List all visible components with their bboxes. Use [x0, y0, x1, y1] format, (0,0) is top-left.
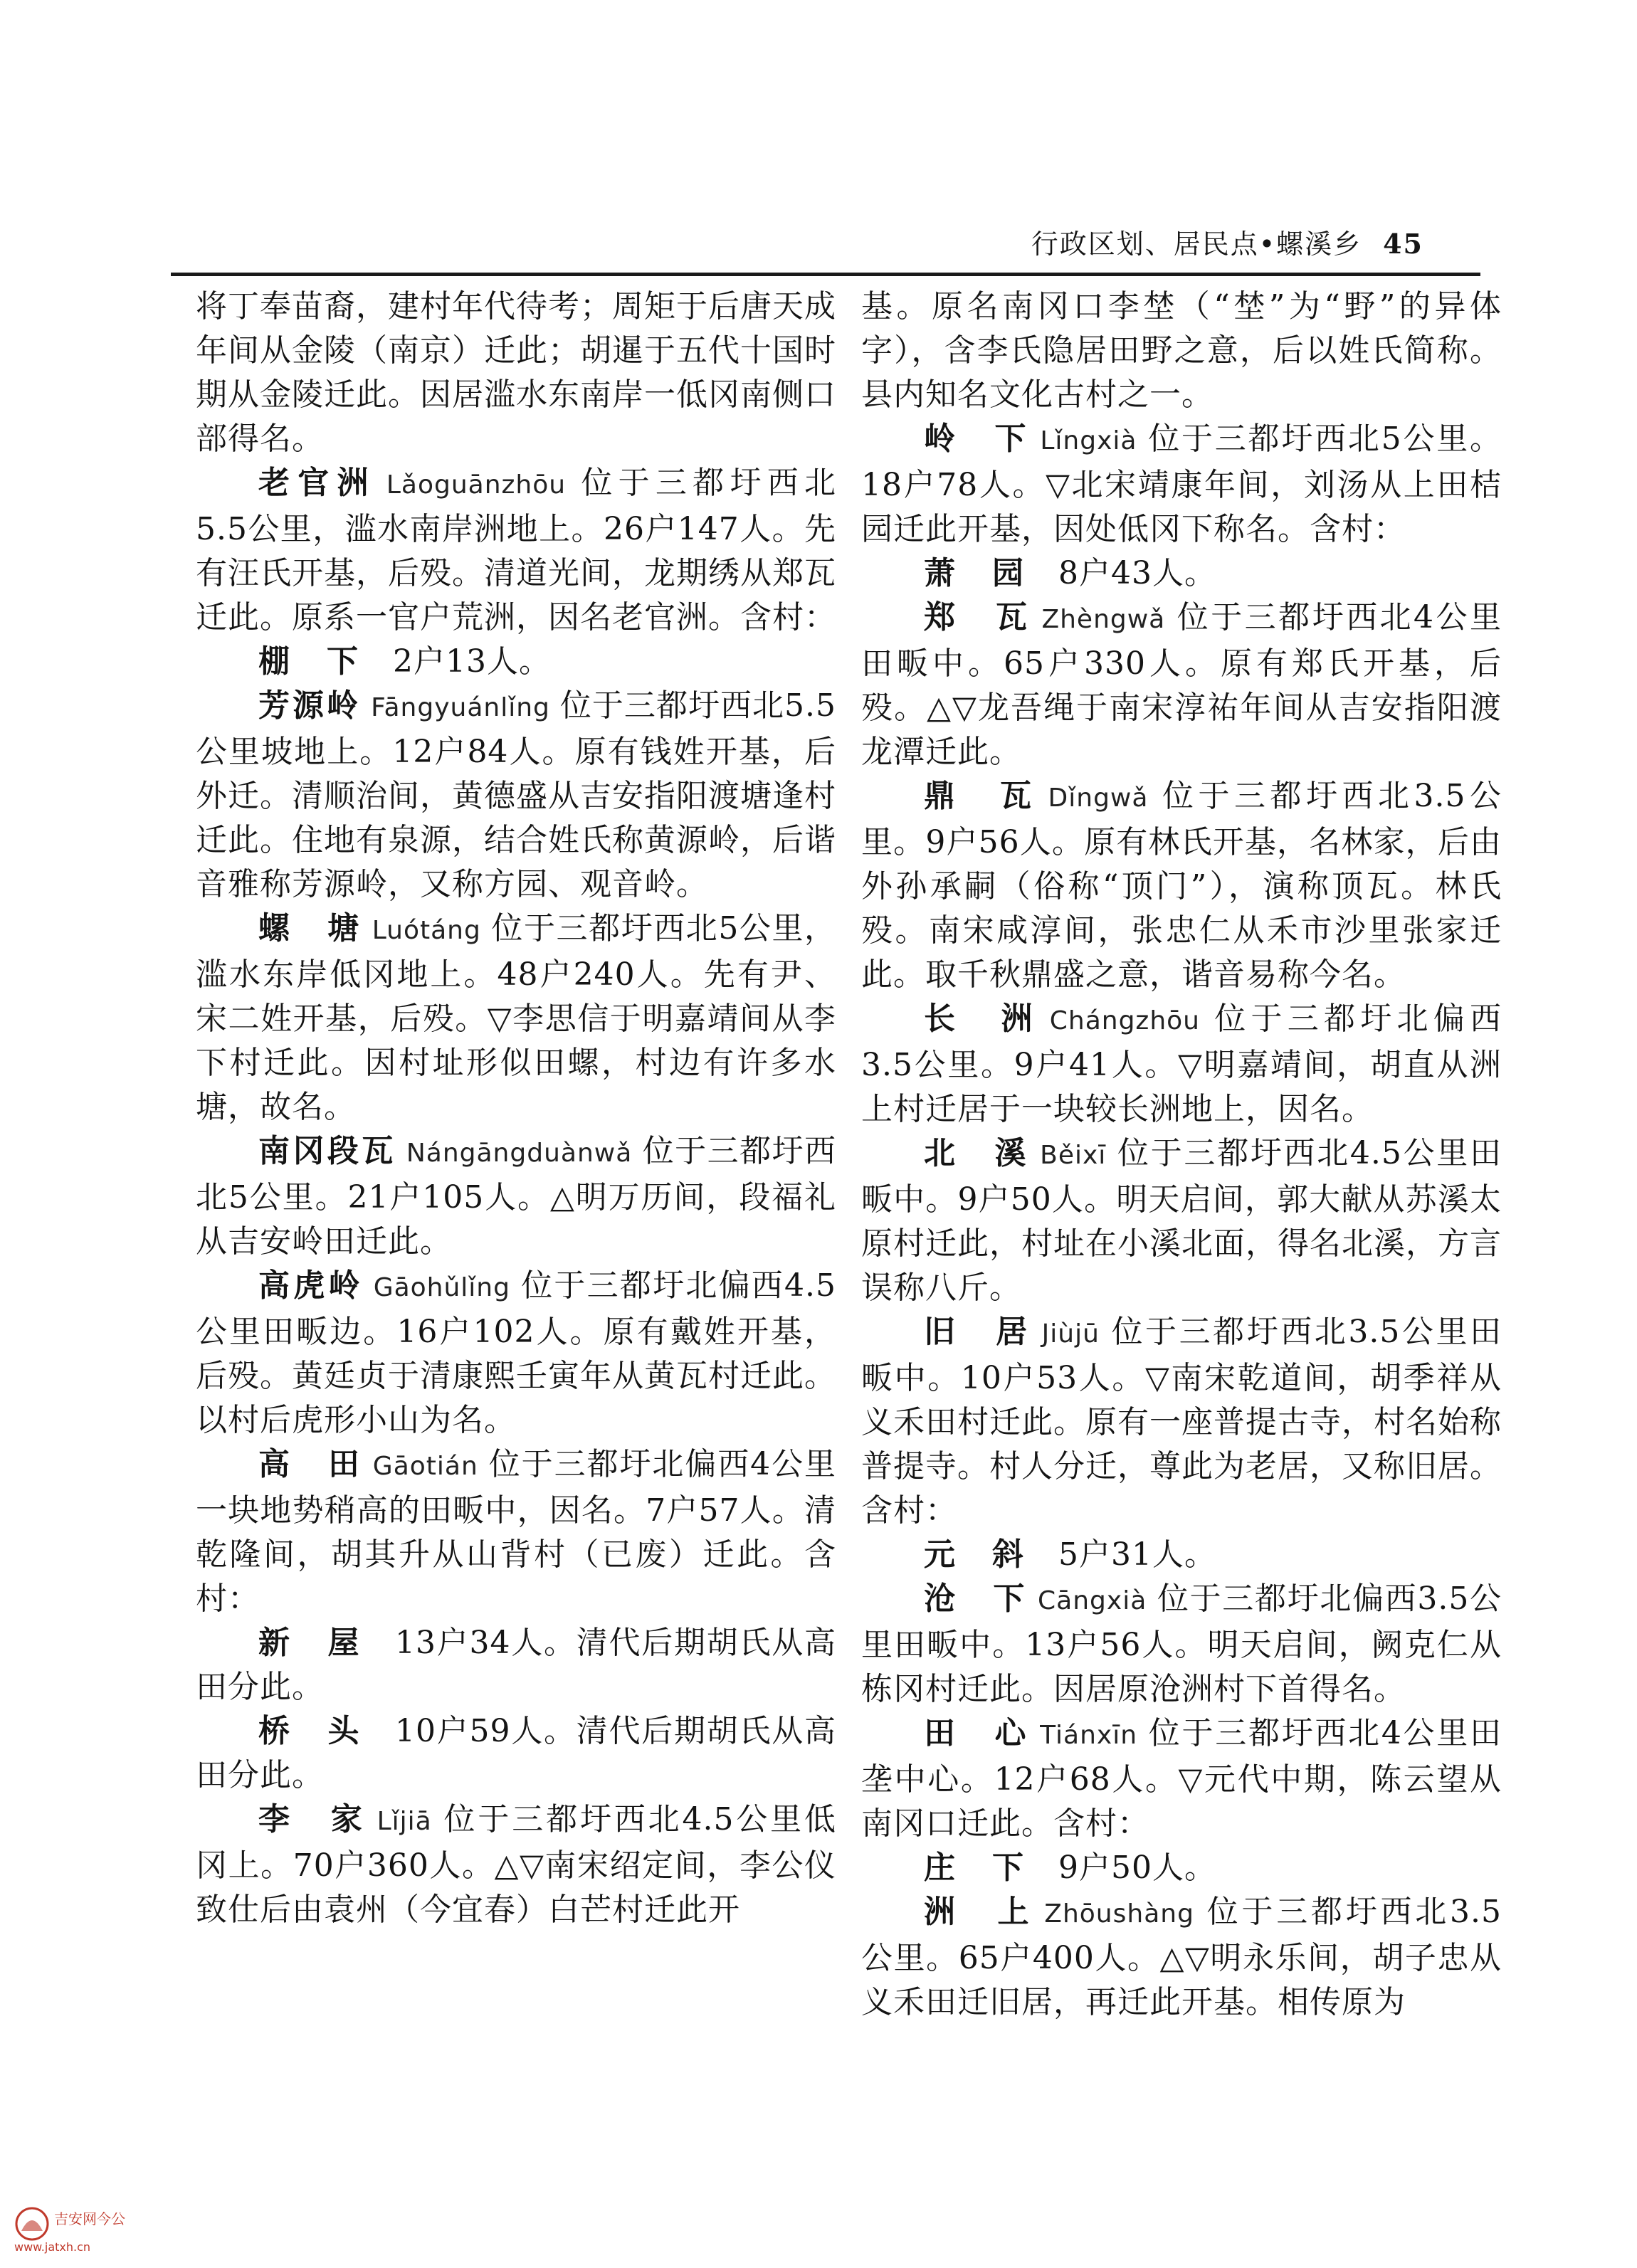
place-entry	[861, 417, 1502, 552]
place-entry	[861, 1132, 1502, 1310]
entry-text: 位于三都圩北偏西3.5公里田畈中。13户56人。明天启间，阙克仁从栋冈村迁此。因居原沧洲村下首得名。	[861, 1581, 1502, 1707]
entry-text: 位于三都圩北偏西4.5公里田畈边。16户102人。原有戴姓开基，后殁。黄廷贞于清康熙壬寅年从黄瓦村迁此。以村后虎形小山为名。	[196, 1267, 836, 1438]
place-name: 新 屋	[258, 1625, 363, 1661]
place-entry	[861, 997, 1502, 1132]
place-entry	[196, 1442, 836, 1621]
place-entry	[196, 1264, 836, 1442]
place-entry	[196, 1798, 836, 1932]
entry-text: 2户13人。	[393, 643, 551, 680]
continued-paragraph	[861, 285, 1502, 417]
place-pinyin: Cāngxià	[1038, 1586, 1147, 1615]
place-entry	[196, 1709, 836, 1798]
entry-text: 位于三都圩西北5公里，滥水东岸低冈地上。48户240人。先有尹、宋二姓开基，后殁。▽李思信于明嘉靖间从李下村迁此。因村址形似田螺，村边有许多水塘，故名。	[196, 910, 837, 1125]
entry-text: 位于三都圩西北4公里田畈中。65户330人。原有郑氏开基，后殁。△▽龙吾绳于南宋淳祐年间从吉安指阳渡龙潭迁此。	[861, 599, 1502, 770]
entry-text: 13户34人。清代后期胡氏从高田分此。	[196, 1625, 837, 1705]
place-name: 旧 居	[924, 1314, 1032, 1350]
place-entry	[196, 640, 836, 684]
place-name: 棚 下	[258, 643, 361, 680]
place-name: 芳源岭	[258, 687, 362, 724]
place-entry	[861, 596, 1502, 774]
entry-text: 位于三都圩西北5.5公里坡地上。12户84人。原有钱姓开基，后外迁。清顺治间，黄德盛从吉安指阳渡塘逢村迁此。住地有泉源，结合姓氏称黄源岭，后谐音雅称芳源岭，又称方园、观音岭。	[196, 687, 836, 902]
place-name: 沧 下	[924, 1581, 1028, 1617]
place-name: 洲 上	[924, 1894, 1035, 1930]
place-pinyin: Gāotián	[372, 1452, 478, 1481]
place-pinyin: Dǐngwǎ	[1048, 784, 1149, 813]
right-column	[861, 285, 1502, 2025]
place-entry	[196, 1621, 836, 1709]
place-name: 高 田	[258, 1446, 363, 1482]
place-name: 郑 瓦	[924, 599, 1032, 635]
entry-text: 9户50人。	[1058, 1850, 1216, 1886]
place-pinyin: Gāohǔlǐng	[373, 1273, 510, 1302]
entry-text: 基。原名南冈口李埜（“埜”为“野”的异体字），含李氏隐居田野之意，后以姓氏简称。县内知名文化古村之一。	[861, 288, 1502, 413]
place-name: 长 洲	[924, 1001, 1040, 1037]
place-entry	[196, 461, 836, 640]
entry-text: 位于三都圩西北4.5公里田畈中。9户50人。明天启间，郭大献从苏溪太原村迁此，村址在小溪北面，得名北溪，方言误称八斤。	[861, 1135, 1502, 1306]
place-name: 老官洲	[258, 465, 377, 501]
place-entry	[196, 1129, 836, 1264]
entry-text: 位于三都圩西北4公里田垄中心。12户68人。▽元代中期，陈云望从南冈口迁此。含村：	[861, 1715, 1502, 1842]
place-name: 鼎 瓦	[924, 778, 1038, 814]
watermark-line2: www.jatxh.cn	[14, 2240, 91, 2254]
entry-text: 8户43人。	[1058, 555, 1216, 591]
left-column	[196, 285, 836, 1932]
place-entry	[861, 1890, 1502, 2025]
entry-text: 10户59人。清代后期胡氏从高田分此。	[196, 1713, 837, 1793]
entry-text: 位于三都圩西北4.5公里低冈上。70户360人。△▽南宋绍定间，李公仪致仕后由袁州（今宜春）白芒村迁此开	[196, 1801, 837, 1928]
page-number: 45	[1383, 228, 1423, 260]
continued-paragraph	[196, 285, 836, 461]
entry-text: 位于三都圩西北3.5公里。9户56人。原有林氏开基，名林家，后由外孙承嗣（俗称“顶门”），演称顶瓦。林氏殁。南宋咸淳间，张忠仁从禾市沙里张家迁此。取千秋鼎盛之意，谐音易称今名。	[861, 778, 1502, 993]
place-name: 田 心	[924, 1715, 1031, 1751]
place-name: 李 家	[258, 1801, 367, 1837]
entry-text: 位于三都圩西北5公里。21户105人。△明万历间，段福礼从吉安岭田迁此。	[196, 1133, 837, 1260]
place-entry	[861, 1711, 1502, 1846]
place-entry	[861, 774, 1502, 997]
place-entry	[861, 552, 1502, 596]
place-pinyin: Jiùjū	[1041, 1319, 1100, 1349]
entry-text: 位于三都圩西北5.5公里，滥水南岸洲地上。26户147人。先有汪氏开基，后殁。清道光间，龙期绣从郑瓦迁此。原系一官户荒洲，因名老官洲。含村：	[196, 465, 837, 635]
place-name: 庄 下	[924, 1850, 1026, 1886]
entry-text: 位于三都圩西北5公里。18户78人。▽北宋靖康年间，刘汤从上田桔园迁此开基，因处低冈下称名。含村：	[861, 421, 1502, 547]
header-rule	[171, 273, 1480, 276]
entry-text: 位于三都圩北偏西3.5公里。9户41人。▽明嘉靖间，胡直从洲上村迁居于一块较长洲地上，因名。	[861, 1001, 1502, 1127]
place-name: 螺 塘	[258, 910, 362, 946]
place-entry	[196, 684, 836, 907]
place-pinyin: Chángzhōu	[1049, 1006, 1200, 1035]
watermark-line1: 吉安网今公	[54, 2210, 125, 2227]
watermark-logo-icon	[14, 2206, 50, 2242]
place-pinyin: Nángāngduànwǎ	[406, 1139, 633, 1168]
place-name: 桥 头	[258, 1713, 363, 1749]
place-entry	[861, 1846, 1502, 1890]
place-entry	[861, 1310, 1502, 1533]
place-pinyin: Běixī	[1040, 1141, 1107, 1170]
place-pinyin: Luótáng	[372, 916, 481, 945]
place-pinyin: Lǐjiā	[377, 1807, 432, 1836]
place-name: 南冈段瓦	[258, 1133, 396, 1169]
place-pinyin: Zhōushàng	[1044, 1899, 1194, 1929]
section-title: 行政区划、居民点•螺溪乡	[1031, 228, 1362, 260]
place-pinyin: Zhèngwǎ	[1041, 605, 1166, 634]
place-name: 岭 下	[924, 421, 1031, 457]
entry-text: 位于三都圩北偏西4公里一块地势稍高的田畈中，因名。7户57人。清乾隆间，胡其升从山背村（已废）迁此。含村：	[196, 1446, 837, 1617]
place-name: 高虎岭	[258, 1267, 364, 1304]
entry-text: 位于三都圩西北3.5公里田畈中。10户53人。▽南宋乾道间，胡季祥从义禾田村迁此。原有一座普提古寺，村名始称普提寺。村人分迁，尊此为老居，又称旧居。含村：	[861, 1314, 1502, 1529]
place-entry	[196, 907, 836, 1129]
place-entry	[861, 1533, 1502, 1577]
place-entry	[861, 1577, 1502, 1711]
place-pinyin: Fāngyuánlǐng	[371, 693, 550, 722]
entry-text: 位于三都圩西北3.5公里。65户400人。△▽明永乐间，胡子忠从义禾田迁旧居，再迁此开基。相传原为	[861, 1894, 1502, 2020]
entry-text: 将丁奉苗裔，建村年代待考；周矩于后唐天成年间从金陵（南京）迁此；胡暹于五代十国时期从金陵迁此。因居滥水东南岸一低冈南侧口部得名。	[196, 288, 836, 457]
place-name: 元 斜	[924, 1536, 1026, 1573]
running-header	[996, 222, 1423, 272]
place-pinyin: Tiánxīn	[1040, 1721, 1138, 1750]
place-pinyin: Lǐngxià	[1040, 426, 1137, 455]
place-name: 萧 园	[924, 555, 1026, 591]
place-pinyin: Lǎoguānzhōu	[386, 470, 567, 500]
entry-text: 5户31人。	[1058, 1536, 1216, 1573]
watermark	[14, 2206, 157, 2263]
place-name: 北 溪	[924, 1135, 1031, 1171]
